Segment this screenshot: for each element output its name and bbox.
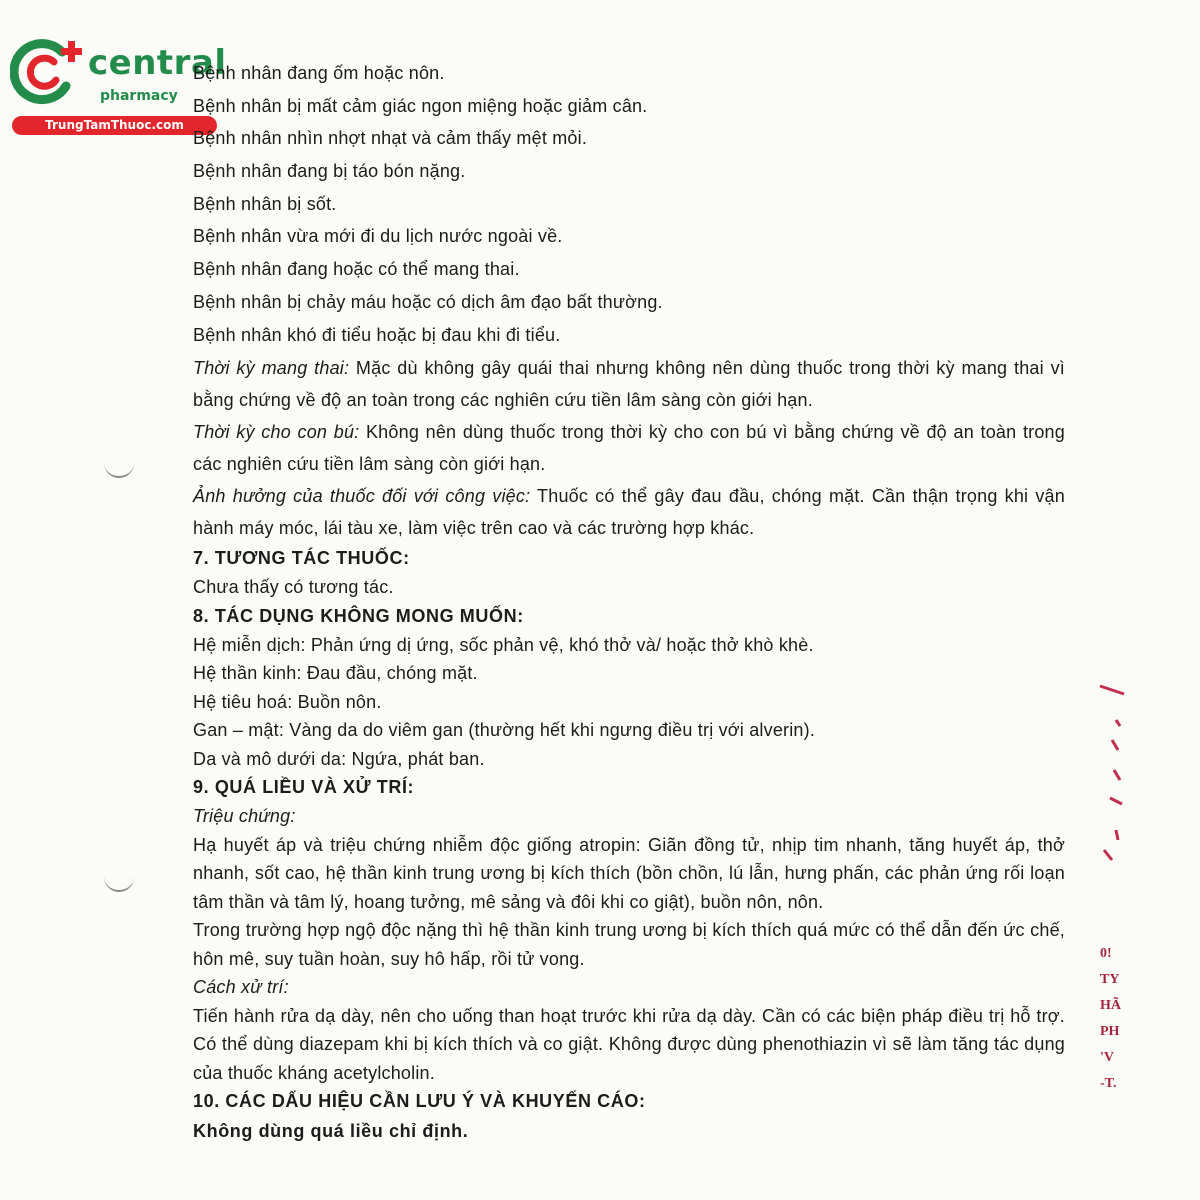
list-item: Bệnh nhân khó đi tiểu hoặc bị đau khi đi tiểu. (193, 324, 561, 345)
stamp-fragment: TY (1100, 972, 1120, 987)
list-item: Bệnh nhân đang hoặc có thể mang thai. (193, 259, 520, 280)
list-item: Bệnh nhân bị sốt. (193, 193, 337, 214)
work-effects-paragraph (193, 480, 1065, 544)
stamp-fragment: HÃ (1100, 998, 1121, 1013)
section-text: Chưa thấy có tương tác. (193, 577, 394, 598)
work-effects-label: Ảnh hưởng của thuốc đối với công việc: (193, 486, 531, 507)
document-body (193, 58, 1065, 1146)
breastfeeding-text: Không nên dùng thuốc trong thời kỳ cho con bú vì bằng chứng về độ an toàn trong các nghiên cứu tiền lâm sàng còn giới hạn. (193, 422, 1065, 475)
binder-hole-mark (104, 462, 134, 478)
side-effect-line: Hệ tiêu hoá: Buồn nôn. (193, 691, 382, 712)
symptoms-text: Hạ huyết áp và triệu chứng nhiễm độc giống atropin: Giãn đồng tử, nhịp tim nhanh, tăng huyết áp, thở nhanh, sốt cao, hệ thần kinh trung ương bị kích thích (bồn chồn, lú lẫn, hưng phấn, các phản ứng rối loạn tâm thần và tâm lý, hoang tưởng, mê sảng và đôi khi co giật), buồn nôn, nôn. (193, 834, 1065, 912)
treatment-text: Tiến hành rửa dạ dày, nên cho uống than hoạt trước khi rửa dạ dày. Cần có các biện pháp điều trị hỗ trợ. Có thể dùng diazepam khi bị kích thích và co giật. Không được dùng phenothiazin vì sẽ làm tăng tác dụng của thuốc kháng acetylcholin. (193, 1005, 1065, 1083)
work-effects-text: Thuốc có thể gây đau đầu, chóng mặt. Cần thận trọng khi vận hành máy móc, lái tàu xe, làm việc trên cao và các trường hợp khác. (193, 486, 1065, 539)
section-heading: 8. TÁC DỤNG KHÔNG MONG MUỐN: (193, 605, 524, 626)
central-pharmacy-logo (10, 36, 227, 136)
logo-url: TrungTamThuoc.com (12, 116, 217, 135)
warning-text: Không dùng quá liều chỉ định. (193, 1121, 469, 1142)
list-item: Bệnh nhân bị chảy máu hoặc có dịch âm đạo bất thường. (193, 291, 663, 312)
list-item: Bệnh nhân bị mất cảm giác ngon miệng hoặc giảm cân. (193, 95, 648, 116)
logo-subtitle: pharmacy (100, 88, 178, 104)
symptoms-label: Triệu chứng: (193, 806, 296, 827)
pregnancy-paragraph (193, 352, 1065, 416)
side-effect-line: Hệ thần kinh: Đau đầu, chóng mặt. (193, 663, 478, 684)
stamp-fragment: PH (1100, 1024, 1120, 1039)
logo-name: central (88, 43, 227, 83)
section-heading: 9. QUÁ LIỀU VÀ XỬ TRÍ: (193, 777, 415, 798)
side-effect-line: Gan – mật: Vàng da do viêm gan (thường hết khi ngưng điều trị với alverin). (193, 720, 816, 741)
treatment-label: Cách xử trí: (193, 977, 289, 998)
pregnancy-text: Mặc dù không gây quái thai nhưng không nên dùng thuốc trong thời kỳ mang thai vì bằng chứng về độ an toàn trong các nghiên cứu tiền lâm sàng còn giới hạn. (193, 358, 1065, 411)
side-effect-line: Da và mô dưới da: Ngứa, phát ban. (193, 748, 485, 769)
list-item: Bệnh nhân đang ốm hoặc nôn. (193, 63, 445, 83)
stamp-fragment: -T. (1100, 1076, 1117, 1091)
binder-hole-mark (104, 876, 134, 892)
breastfeeding-label: Thời kỳ cho con bú: (193, 422, 360, 443)
section-heading: 10. CÁC DẤU HIỆU CẦN LƯU Ý VÀ KHUYẾN CÁO: (193, 1091, 646, 1112)
stamp-fragment: 'V (1100, 1050, 1114, 1065)
list-item: Bệnh nhân đang bị táo bón nặng. (193, 161, 466, 182)
list-item: Bệnh nhân vừa mới đi du lịch nước ngoài về. (193, 226, 563, 247)
list-item: Bệnh nhân nhìn nhợt nhạt và cảm thấy mệt mỏi. (193, 128, 588, 149)
stamp-fragment: 0! (1100, 946, 1112, 961)
stamp-mark (1098, 680, 1128, 870)
breastfeeding-paragraph (193, 416, 1065, 480)
section-heading: 7. TƯƠNG TÁC THUỐC: (193, 548, 410, 569)
pregnancy-label: Thời kỳ mang thai: (193, 358, 350, 379)
central-logo-icon (10, 36, 90, 106)
side-effect-line: Hệ miễn dịch: Phản ứng dị ứng, sốc phản vệ, khó thở và/ hoặc thở khò khè. (193, 634, 814, 655)
severe-text: Trong trường hợp ngộ độc nặng thì hệ thần kinh trung ương bị kích thích quá mức có thể dẫn đến ức chế, hôn mê, suy tuần hoàn, suy hô hấp, rồi tử vong. (193, 920, 1065, 969)
stamp-text-fragments (1100, 940, 1140, 1140)
